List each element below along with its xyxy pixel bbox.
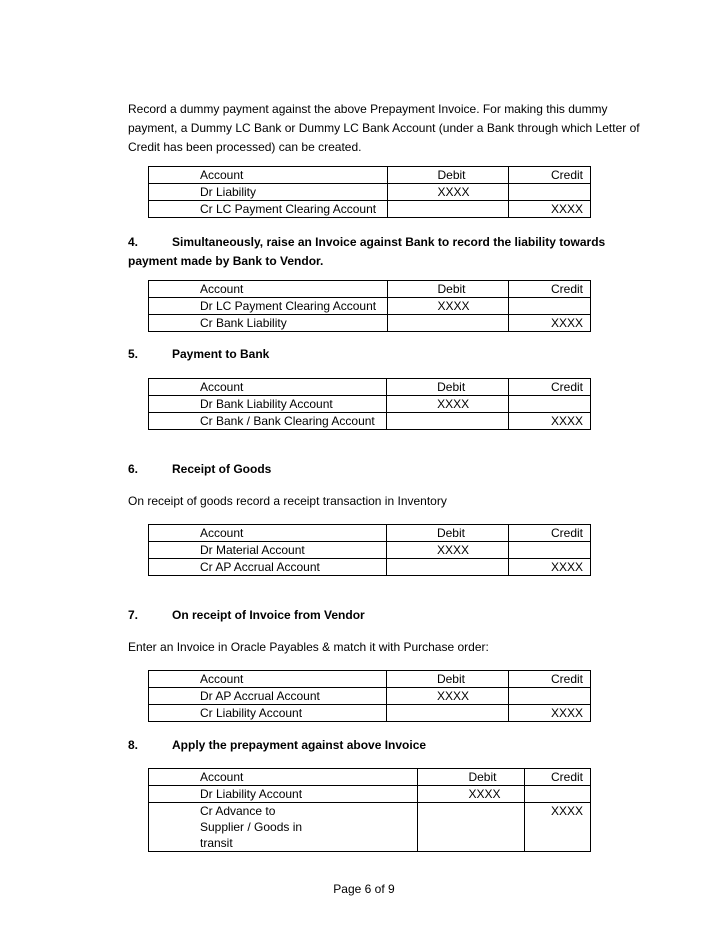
account-cell: Cr Liability Account [149,705,387,722]
account-cell: Dr Material Account [149,542,387,559]
credit-cell: XXXX [509,201,591,218]
credit-header: Credit [509,167,591,184]
credit-cell [509,184,591,201]
journal-table [148,378,591,430]
account-header: Account [149,379,387,396]
intro-paragraph: Record a dummy payment against the above Prepayment Invoice. For making this dummy payment, a Dummy LC Bank or Dummy LC Bank Account (under a Bank through which Letter of Credit has been processed) can be created. [128,102,640,154]
credit-cell [508,542,590,559]
section-number: 4. [128,235,139,249]
table-row [149,559,591,576]
debit-cell [386,705,508,722]
section-title: On receipt of Invoice from Vendor [172,608,365,622]
account-header: Account [149,281,388,298]
table-row [149,396,591,413]
table-header-row [149,167,591,184]
debit-cell: XXXX [387,184,509,201]
account-header: Account [149,769,418,786]
section-body: On receipt of goods record a receipt transaction in Inventory [128,494,447,508]
account-header: Account [149,167,388,184]
debit-header: Debit [387,281,509,298]
section-number: 5. [128,347,139,361]
debit-cell [387,315,509,332]
table-row [149,184,591,201]
account-cell: Dr AP Accrual Account [149,688,387,705]
account-cell: Cr LC Payment Clearing Account [149,201,388,218]
account-cell: Cr Bank / Bank Clearing Account [149,413,387,430]
credit-header: Credit [508,671,590,688]
section-number: 8. [128,738,139,752]
account-header: Account [149,671,387,688]
debit-cell: XXXX [387,396,509,413]
section-number: 6. [128,462,139,476]
account-header: Account [149,525,387,542]
credit-cell: XXXX [509,413,591,430]
account-cell: Dr Liability Account [149,786,418,803]
credit-header: Credit [509,379,591,396]
section-heading [128,345,269,364]
table-header-row [149,379,591,396]
account-cell: Dr Bank Liability Account [149,396,387,413]
journal-table [148,280,591,332]
table-row [149,803,591,852]
page-number: Page 6 of 9 [333,882,395,896]
table-header-row [149,671,591,688]
table-row [149,786,591,803]
table-row [149,315,591,332]
account-cell: Cr AP Accrual Account [149,559,387,576]
journal-table [148,524,591,576]
section-title: Receipt of Goods [172,462,272,476]
table-row [149,688,591,705]
section-heading [128,736,426,755]
table-row [149,201,591,218]
table-row [149,542,591,559]
debit-header: Debit [387,379,509,396]
section-heading [128,233,648,271]
debit-cell: XXXX [386,542,508,559]
credit-cell: XXXX [509,315,591,332]
account-cell: Cr Advance to Supplier / Goods in transit [149,803,418,852]
credit-cell [508,688,590,705]
section-number: 7. [128,608,139,622]
section-heading [128,460,271,479]
table-row [149,413,591,430]
journal-table [148,768,591,852]
table-row [149,705,591,722]
debit-cell: XXXX [418,786,525,803]
section-title: Simultaneously, raise an Invoice against Bank to record the liability towards payment made by Bank to Vendor. [128,235,606,268]
debit-cell [387,201,509,218]
table-header-row [149,769,591,786]
credit-cell [509,298,591,315]
section-title: Apply the prepayment against above Invoice [172,738,427,752]
credit-header: Credit [508,525,590,542]
credit-header: Credit [525,769,591,786]
debit-cell [386,559,508,576]
debit-cell: XXXX [387,298,509,315]
debit-header: Debit [387,167,509,184]
credit-cell: XXXX [508,705,590,722]
debit-header: Debit [418,769,525,786]
table-header-row [149,281,591,298]
account-cell: Dr Liability [149,184,388,201]
debit-header: Debit [386,525,508,542]
account-cell: Dr LC Payment Clearing Account [149,298,388,315]
credit-header: Credit [509,281,591,298]
journal-table [148,670,591,722]
credit-cell [509,396,591,413]
section-heading [128,606,365,625]
credit-cell: XXXX [525,803,591,852]
account-cell: Cr Bank Liability [149,315,388,332]
debit-cell: XXXX [386,688,508,705]
table-row [149,298,591,315]
debit-header: Debit [386,671,508,688]
journal-table [148,166,591,218]
section-title: Payment to Bank [172,347,270,361]
table-header-row [149,525,591,542]
credit-cell [525,786,591,803]
debit-cell [387,413,509,430]
section-body: Enter an Invoice in Oracle Payables & match it with Purchase order: [128,640,489,654]
credit-cell: XXXX [508,559,590,576]
debit-cell [418,803,525,852]
